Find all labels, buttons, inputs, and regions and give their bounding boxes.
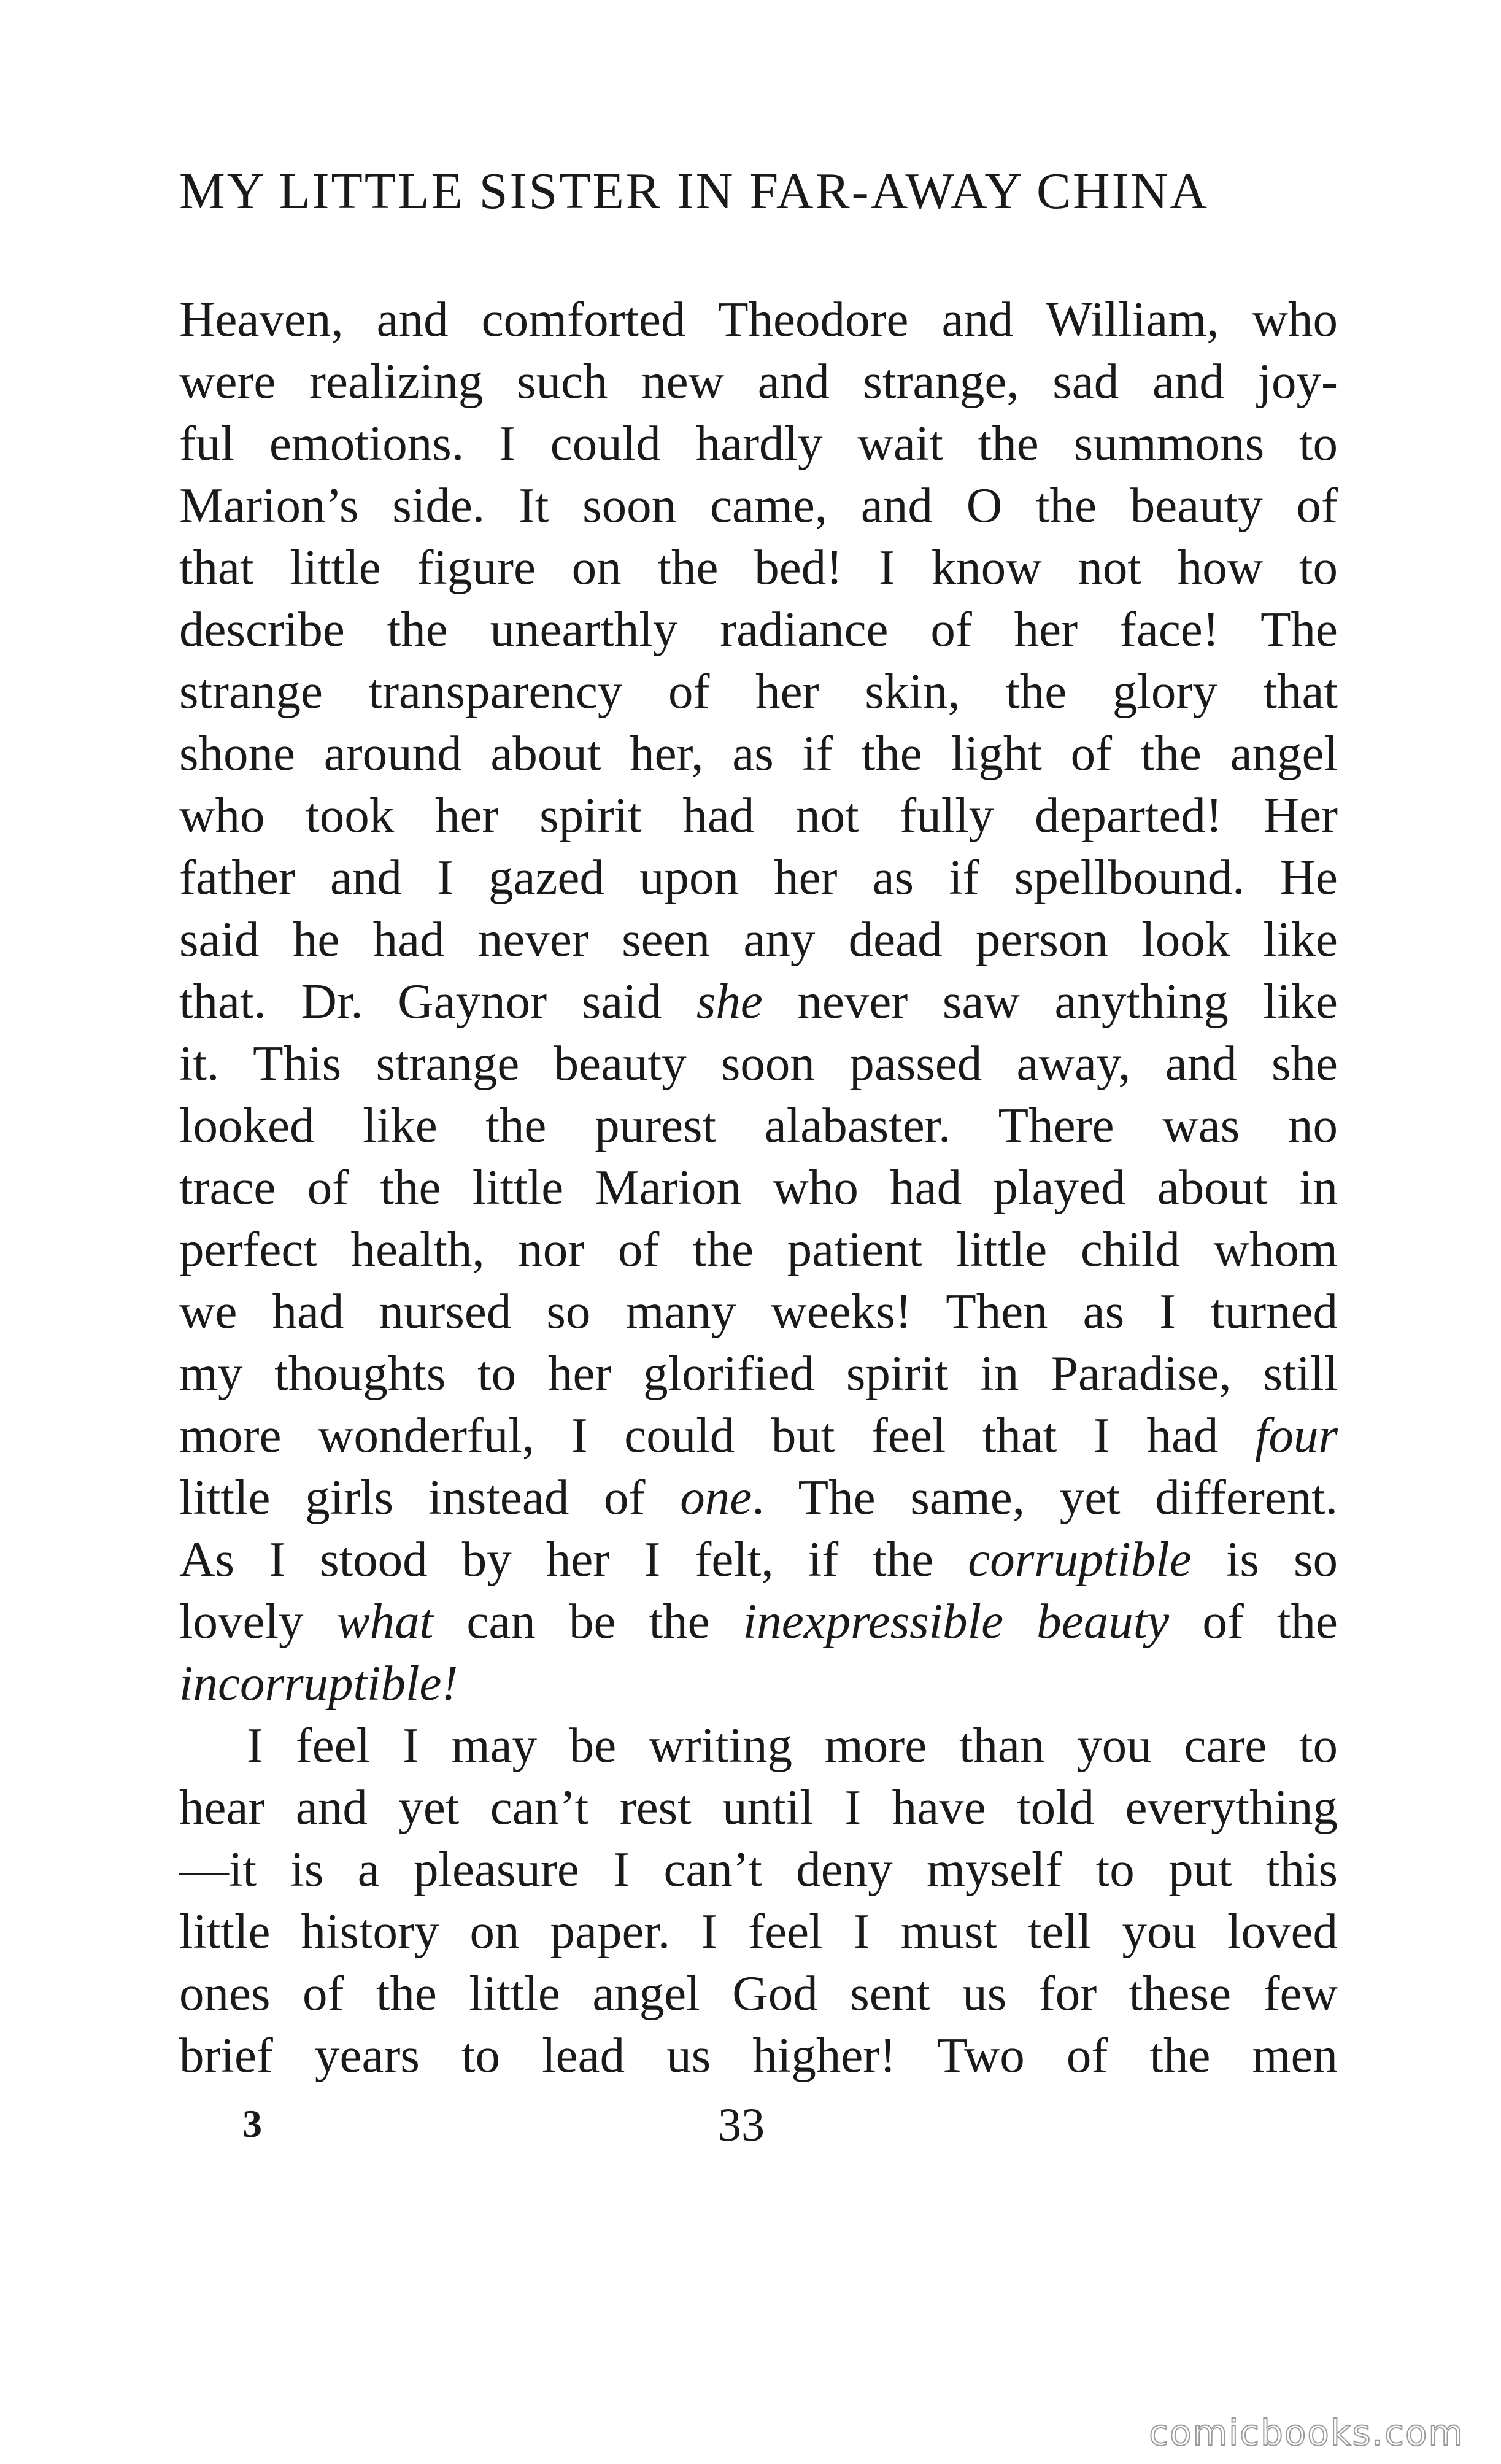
- text-line: [179, 1094, 1338, 1156]
- text-line: [179, 970, 1338, 1032]
- line-text: Marion’s side. It soon came, and O the beauty of: [179, 478, 1338, 533]
- line-text: little girls instead of: [179, 1470, 681, 1525]
- text-line: [179, 351, 1338, 413]
- line-text: little history on paper. I feel I must tell you loved: [179, 1904, 1338, 1959]
- text-line: [179, 537, 1338, 599]
- italic-text: incorruptible!: [179, 1656, 458, 1711]
- text-line: [179, 413, 1338, 475]
- text-line: [179, 785, 1338, 847]
- line-text: describe the unearthly radiance of her face! The: [179, 602, 1338, 657]
- text-line: [179, 1404, 1338, 1466]
- line-text: father and I gazed upon her as if spellbound. He: [179, 850, 1338, 905]
- line-text: Heaven, and comforted Theodore and William, who: [179, 292, 1338, 347]
- line-text: brief years to lead us higher! Two of the men: [179, 2028, 1338, 2083]
- text-line: [179, 1962, 1338, 2024]
- running-head: MY LITTLE SISTER IN FAR-AWAY CHINA: [179, 163, 1209, 220]
- line-text: strange transparency of her skin, the glory that: [179, 664, 1338, 719]
- line-text: I feel I may be writing more than you care to: [247, 1718, 1338, 1773]
- text-line: [179, 1218, 1338, 1280]
- italic-text: corruptible: [968, 1532, 1192, 1587]
- line-text: who took her spirit had not fully departed! Her: [179, 788, 1338, 843]
- text-line: [179, 1900, 1338, 1962]
- text-line: [179, 1838, 1338, 1900]
- text-line: [179, 1156, 1338, 1218]
- text-line: [179, 1342, 1338, 1404]
- text-line: [179, 1776, 1338, 1838]
- line-text: shone around about her, as if the light of the angel: [179, 726, 1338, 781]
- italic-text: what: [336, 1594, 434, 1649]
- body-text: [179, 289, 1338, 2086]
- text-line: [179, 909, 1338, 970]
- line-text: looked like the purest alabaster. There was no: [179, 1098, 1338, 1153]
- page-number: 33: [718, 2099, 765, 2151]
- line-text: ones of the little angel God sent us for these few: [179, 1966, 1338, 2021]
- paragraph-2: [179, 1714, 1338, 2086]
- line-text: we had nursed so many weeks! Then as I turned: [179, 1284, 1338, 1339]
- line-text: were realizing such new and strange, sad and joy-: [179, 354, 1338, 409]
- signature-mark: 3: [242, 2102, 262, 2145]
- line-text: it. This strange beauty soon passed away, and she: [179, 1036, 1338, 1091]
- text-line: [179, 1652, 1338, 1714]
- italic-text: she: [696, 974, 763, 1029]
- line-text: that little figure on the bed! I know not how to: [179, 540, 1338, 595]
- line-text: . The same, yet different.: [752, 1470, 1338, 1525]
- italic-text: one: [680, 1470, 752, 1525]
- italic-text: inexpressible beauty: [743, 1594, 1170, 1649]
- text-line: [179, 475, 1338, 537]
- text-line: [179, 847, 1338, 909]
- text-line: [179, 1590, 1338, 1652]
- line-text: trace of the little Marion who had played about in: [179, 1160, 1338, 1215]
- text-line: [179, 1032, 1338, 1094]
- text-line: [179, 661, 1338, 723]
- line-text: never saw anything like: [762, 974, 1338, 1029]
- line-text: perfect health, nor of the patient little child whom: [179, 1222, 1338, 1277]
- text-line: [179, 2024, 1338, 2086]
- line-text: my thoughts to her glorified spirit in Paradise, still: [179, 1346, 1338, 1401]
- text-line: [179, 1280, 1338, 1342]
- text-line: [179, 1466, 1338, 1528]
- line-text: said he had never seen any dead person look like: [179, 912, 1338, 967]
- line-text: —it is a pleasure I can’t deny myself to put this: [179, 1842, 1338, 1897]
- text-line: [179, 599, 1338, 661]
- line-text: that. Dr. Gaynor said: [179, 974, 696, 1029]
- text-line: [179, 723, 1338, 785]
- line-text: lovely: [179, 1594, 337, 1649]
- line-text: ful emotions. I could hardly wait the summons to: [179, 416, 1338, 471]
- watermark: comicbooks.com: [1149, 2412, 1464, 2454]
- line-text: of the: [1169, 1594, 1338, 1649]
- paragraph-1: [179, 289, 1338, 1714]
- line-text: As I stood by her I felt, if the: [179, 1532, 968, 1587]
- line-text: more wonderful, I could but feel that I had: [179, 1408, 1255, 1463]
- line-text: can be the: [433, 1594, 743, 1649]
- line-text: hear and yet can’t rest until I have told everything: [179, 1780, 1338, 1835]
- italic-text: four: [1254, 1408, 1338, 1463]
- text-line: [179, 1528, 1338, 1590]
- line-text: is so: [1191, 1532, 1338, 1587]
- text-line: [179, 1714, 1338, 1776]
- text-line: [179, 289, 1338, 351]
